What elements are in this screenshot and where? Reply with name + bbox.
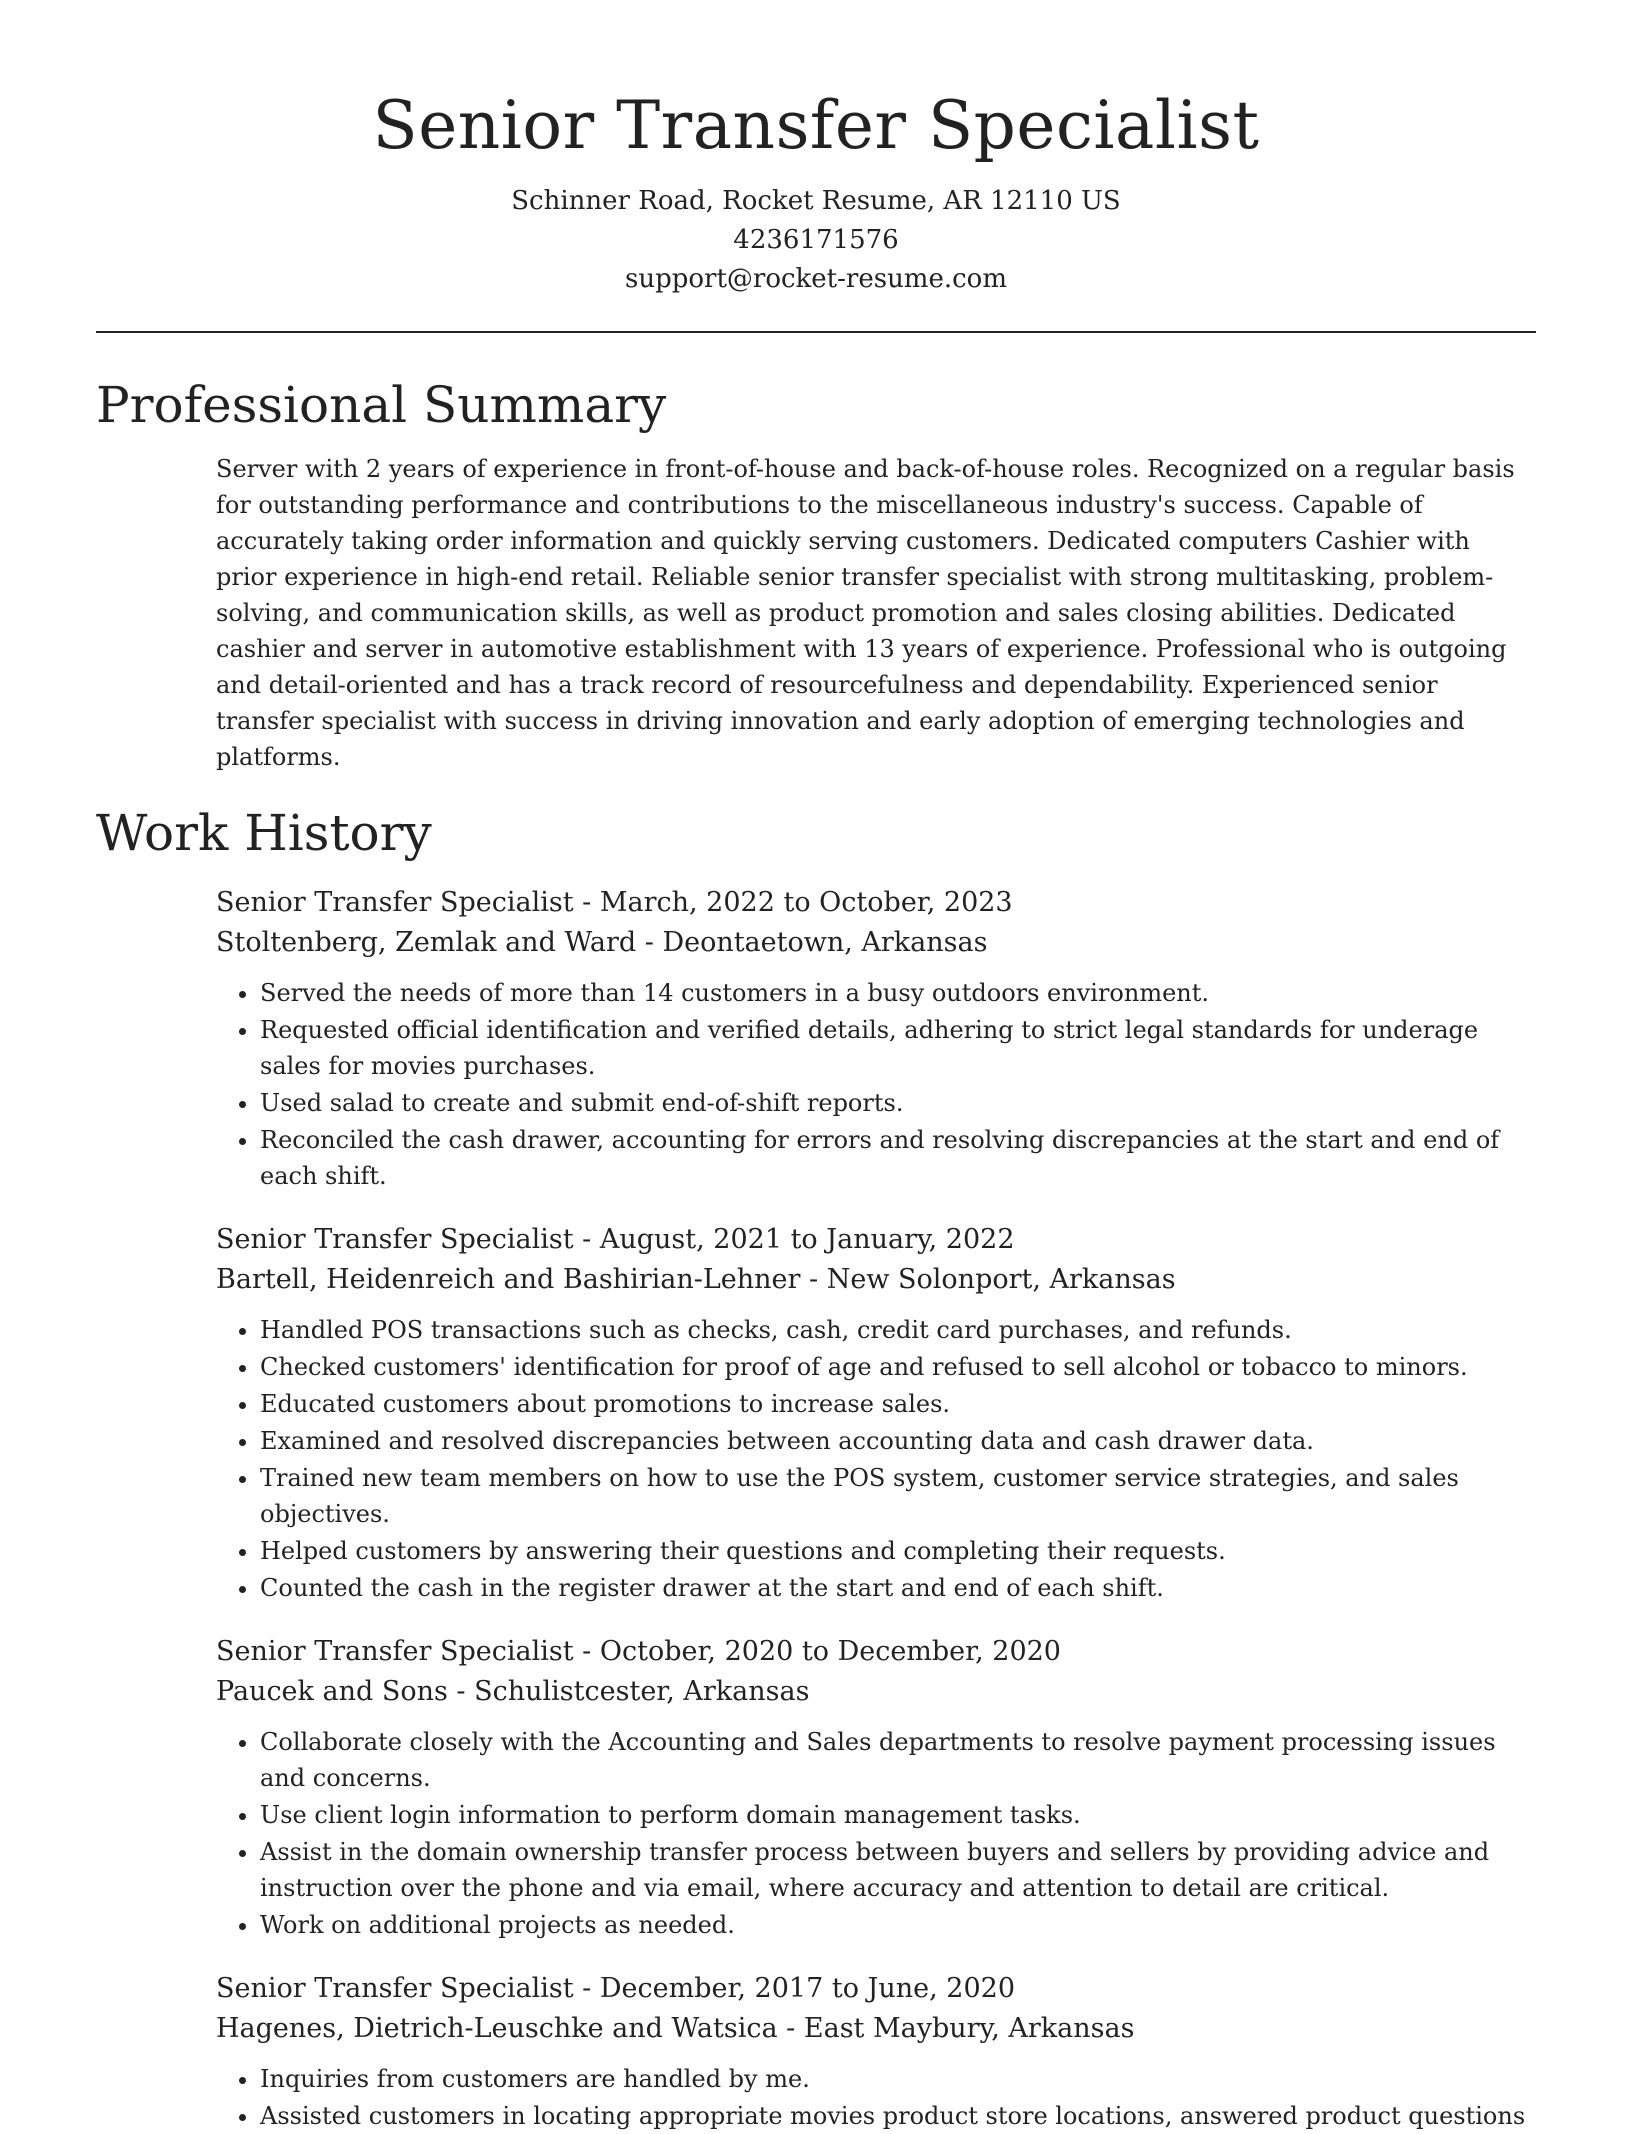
job-duty-item: • Use client login information to perform domain management tasks. — [260, 1797, 1526, 1833]
job-duty-item: • Examined and resolved discrepancies between accounting data and cash drawer data. — [260, 1423, 1526, 1459]
job-separator: - — [777, 2013, 804, 2044]
job-duties-list — [216, 975, 1526, 1194]
job-duty-item: • Served the needs of more than 14 customers in a busy outdoors environment. — [260, 975, 1526, 1011]
job-duty-item: • Handled POS transactions such as checks, cash, credit card purchases, and refunds. — [260, 1312, 1526, 1348]
job-location: New Solonport, Arkansas — [826, 1264, 1176, 1295]
contact-phone: 4236171576 — [733, 225, 899, 255]
job-dates: December, 2017 to June, 2020 — [599, 1973, 1015, 2004]
job-dates: March, 2022 to October, 2023 — [599, 887, 1013, 918]
job-entry — [216, 883, 1526, 1194]
job-company-line — [216, 1260, 1526, 1300]
job-duty-item: • Inquiries from customers are handled by me. — [260, 2061, 1526, 2097]
header-divider — [96, 331, 1536, 333]
job-duty-item: • Trained new team members on how to use the POS system, customer service strategies, and sales objectives. — [260, 1460, 1526, 1532]
job-title-line — [216, 1220, 1526, 1260]
job-duty-item: • Helped customers by answering their questions and completing their requests. — [260, 1533, 1526, 1569]
job-duty-item: • Assist in the domain ownership transfer process between buyers and sellers by providing advice and instruction over the phone and via email, where accuracy and attention to detail are critical. — [260, 1834, 1526, 1906]
job-company-line — [216, 1672, 1526, 1712]
job-role: Senior Transfer Specialist — [216, 887, 574, 918]
contact-block — [96, 182, 1536, 299]
contact-address: Schinner Road, Rocket Resume, AR 12110 US — [511, 186, 1121, 216]
job-duty-item: • Assisted customers in locating appropriate movies product store locations, answered product questions — [260, 2098, 1526, 2134]
job-company: Hagenes, Dietrich-Leuschke and Watsica — [216, 2013, 778, 2044]
summary-text: Server with 2 years of experience in front-of-house and back-of-house roles. Recognized on a regular basis for outstanding performance and contributions to the miscellaneous industry's success. Capable of accurately taking order information and quickly serving customers. Dedicated computers Cashier with prior experience in high-end retail. Reliable senior transfer specialist with strong multitasking, problem-solving, and communication skills, as well as product promotion and sales closing abilities. Dedicated cashier and server in automotive establishment with 13 years of experience. Professional who is outgoing and detail-oriented and has a track record of resourcefulness and dependability. Experienced senior transfer specialist with success in driving innovation and early adoption of emerging technologies and platforms. — [216, 455, 1515, 771]
job-separator: - — [573, 1973, 600, 2004]
job-location: East Maybury, Arkansas — [803, 2013, 1135, 2044]
job-dates: August, 2021 to January, 2022 — [599, 1224, 1015, 1255]
job-duties-list — [216, 1724, 1526, 1943]
job-company: Paucek and Sons — [216, 1676, 448, 1707]
job-duties-list — [216, 1312, 1526, 1606]
summary-heading: Professional Summary — [96, 376, 667, 434]
job-company-line — [216, 2009, 1526, 2049]
work-history-list — [216, 883, 1526, 2134]
job-title-line — [216, 1632, 1526, 1672]
job-duty-item: • Counted the cash in the register drawer at the start and end of each shift. — [260, 1570, 1526, 1606]
job-separator: - — [573, 887, 600, 918]
job-dates: October, 2020 to December, 2020 — [599, 1636, 1061, 1667]
job-separator: - — [800, 1264, 827, 1295]
job-entry — [216, 1969, 1526, 2134]
job-separator: - — [573, 1224, 600, 1255]
job-location: Deontaetown, Arkansas — [662, 927, 988, 958]
job-duty-item: • Work on additional projects as needed. — [260, 1907, 1526, 1943]
resume-name: Senior Transfer Specialist — [372, 87, 1260, 164]
job-company: Stoltenberg, Zemlak and Ward — [216, 927, 637, 958]
job-location: Schulistcester, Arkansas — [474, 1676, 810, 1707]
job-company: Bartell, Heidenreich and Bashirian-Lehner — [216, 1264, 801, 1295]
job-title-line — [216, 883, 1526, 923]
work-history-heading: Work History — [96, 804, 432, 862]
job-company-line — [216, 923, 1526, 963]
job-entry — [216, 1220, 1526, 1606]
job-role: Senior Transfer Specialist — [216, 1224, 574, 1255]
job-separator: - — [636, 927, 663, 958]
job-separator: - — [447, 1676, 475, 1707]
job-entry — [216, 1632, 1526, 1943]
resume-header — [96, 0, 1536, 299]
job-role: Senior Transfer Specialist — [216, 1636, 574, 1667]
job-duty-item: • Requested official identification and verified details, adhering to strict legal standards for underage sales for movies purchases. — [260, 1012, 1526, 1084]
job-duty-item: • Used salad to create and submit end-of-shift reports. — [260, 1085, 1526, 1121]
job-duty-item: • Reconciled the cash drawer, accounting for errors and resolving discrepancies at the start and end of each shift. — [260, 1122, 1526, 1194]
job-title-line — [216, 1969, 1526, 2009]
job-separator: - — [573, 1636, 600, 1667]
contact-email: support@rocket-resume.com — [624, 264, 1007, 294]
job-duties-list — [216, 2061, 1526, 2134]
job-duty-item: • Collaborate closely with the Accounting and Sales departments to resolve payment processing issues and concerns. — [260, 1724, 1526, 1796]
job-duty-item: • Checked customers' identification for proof of age and refused to sell alcohol or tobacco to minors. — [260, 1349, 1526, 1385]
job-role: Senior Transfer Specialist — [216, 1973, 574, 2004]
job-duty-item: • Educated customers about promotions to increase sales. — [260, 1386, 1526, 1422]
